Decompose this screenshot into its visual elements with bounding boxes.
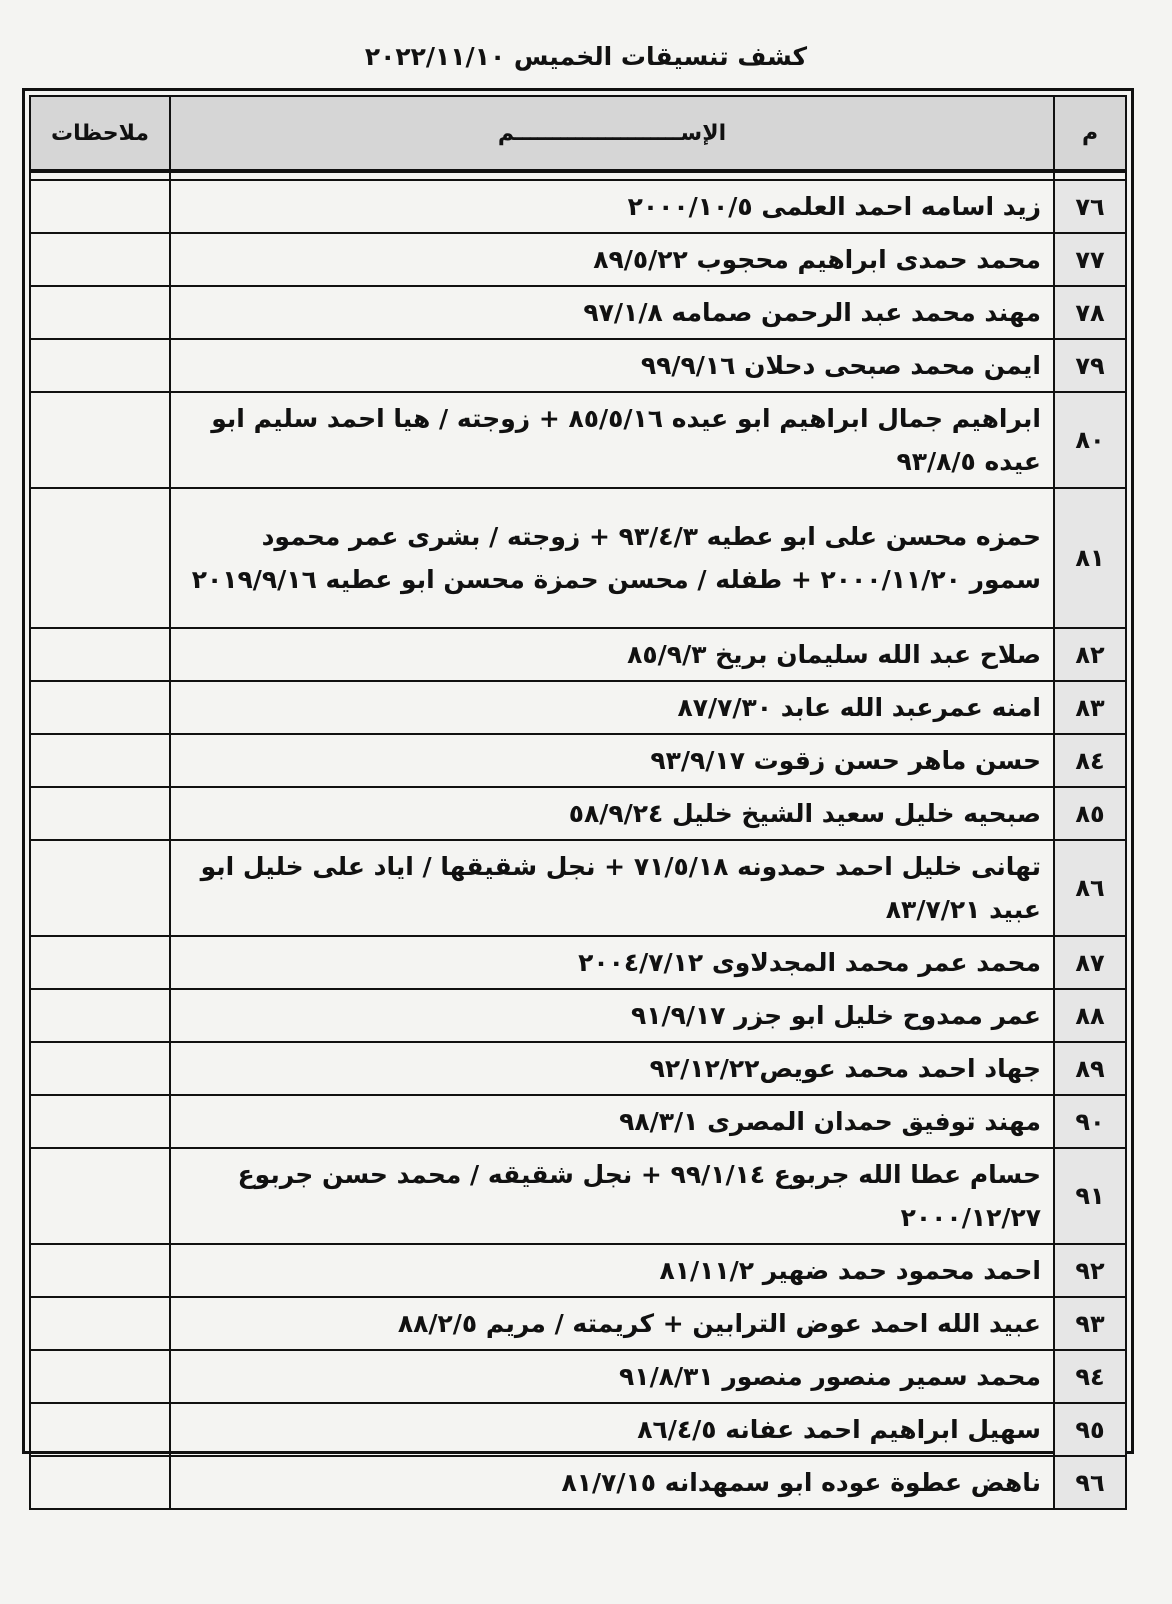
table-row xyxy=(30,989,1126,1042)
row-notes xyxy=(30,1042,170,1095)
row-notes xyxy=(30,734,170,787)
row-number: ٨٢ xyxy=(1054,628,1126,681)
row-name: مهند محمد عبد الرحمن صمامه ٩٧/١/٨ xyxy=(170,286,1054,339)
row-number: ٧٧ xyxy=(1054,233,1126,286)
row-number: ٧٦ xyxy=(1054,180,1126,233)
row-name: محمد حمدى ابراهيم محجوب ٨٩/٥/٢٢ xyxy=(170,233,1054,286)
row-notes xyxy=(30,936,170,989)
row-name: حسن ماهر حسن زقوت ٩٣/٩/١٧ xyxy=(170,734,1054,787)
row-notes xyxy=(30,989,170,1042)
row-name: امنه عمرعبد الله عابد ٨٧/٧/٣٠ xyxy=(170,681,1054,734)
names-table xyxy=(29,95,1127,1510)
table-row xyxy=(30,488,1126,628)
header-gap-row xyxy=(30,171,1126,180)
row-number: ٨٦ xyxy=(1054,840,1126,936)
row-name: عمر ممدوح خليل ابو جزر ٩١/٩/١٧ xyxy=(170,989,1054,1042)
row-number: ٩٢ xyxy=(1054,1244,1126,1297)
row-name: حسام عطا الله جربوع ٩٩/١/١٤ + نجل شقيقه / محمد حسن جربوع ٢٠٠٠/١٢/٢٧ xyxy=(170,1148,1054,1244)
row-number: ٩١ xyxy=(1054,1148,1126,1244)
row-number: ٨١ xyxy=(1054,488,1126,628)
row-number: ٨٧ xyxy=(1054,936,1126,989)
row-notes xyxy=(30,339,170,392)
table-header-row xyxy=(30,96,1126,171)
row-name: صلاح عبد الله سليمان بريخ ٨٥/٩/٣ xyxy=(170,628,1054,681)
row-number: ٧٩ xyxy=(1054,339,1126,392)
table-row xyxy=(30,734,1126,787)
row-notes xyxy=(30,840,170,936)
row-name: سهيل ابراهيم احمد عفانه ٨٦/٤/٥ xyxy=(170,1403,1054,1456)
row-number: ٩٣ xyxy=(1054,1297,1126,1350)
table-row xyxy=(30,1297,1126,1350)
row-number: ٩٤ xyxy=(1054,1350,1126,1403)
table-row xyxy=(30,1403,1126,1456)
table-row xyxy=(30,286,1126,339)
row-notes xyxy=(30,233,170,286)
row-number: ٧٨ xyxy=(1054,286,1126,339)
table-row xyxy=(30,1456,1126,1509)
row-name: تهانى خليل احمد حمدونه ٧١/٥/١٨ + نجل شقيقها / اياد على خليل ابو عبيد ٨٣/٧/٢١ xyxy=(170,840,1054,936)
table-row xyxy=(30,339,1126,392)
row-name: ناهض عطوة عوده ابو سمهدانه ٨١/٧/١٥ xyxy=(170,1456,1054,1509)
row-notes xyxy=(30,392,170,488)
row-number: ٨٠ xyxy=(1054,392,1126,488)
row-number: ٩٥ xyxy=(1054,1403,1126,1456)
row-number: ٨٥ xyxy=(1054,787,1126,840)
names-table-frame xyxy=(22,88,1134,1497)
row-notes xyxy=(30,1456,170,1509)
row-number: ٨٩ xyxy=(1054,1042,1126,1095)
row-notes xyxy=(30,1297,170,1350)
row-notes xyxy=(30,180,170,233)
table-row xyxy=(30,840,1126,936)
row-number: ٨٨ xyxy=(1054,989,1126,1042)
row-name: مهند توفيق حمدان المصرى ٩٨/٣/١ xyxy=(170,1095,1054,1148)
row-number: ٩٠ xyxy=(1054,1095,1126,1148)
table-row xyxy=(30,180,1126,233)
row-notes xyxy=(30,1350,170,1403)
row-name: محمد سمير منصور منصور ٩١/٨/٣١ xyxy=(170,1350,1054,1403)
table-row xyxy=(30,681,1126,734)
table-row xyxy=(30,392,1126,488)
row-number: ٩٦ xyxy=(1054,1456,1126,1509)
row-notes xyxy=(30,1244,170,1297)
row-name: عبيد الله احمد عوض الترابين + كريمته / مريم ٨٨/٢/٥ xyxy=(170,1297,1054,1350)
header-number: م xyxy=(1054,96,1126,171)
table-row xyxy=(30,1148,1126,1244)
row-name: حمزه محسن على ابو عطيه ٩٣/٤/٣ + زوجته / بشرى عمر محمود سمور ٢٠٠٠/١١/٢٠ + طفله / محسن حمزة محسن ابو عطيه ٢٠١٩/٩/١٦ xyxy=(170,488,1054,628)
table-row xyxy=(30,1095,1126,1148)
row-name: محمد عمر محمد المجدلاوى ٢٠٠٤/٧/١٢ xyxy=(170,936,1054,989)
table-row xyxy=(30,233,1126,286)
row-notes xyxy=(30,681,170,734)
row-name: صبحيه خليل سعيد الشيخ خليل ٥٨/٩/٢٤ xyxy=(170,787,1054,840)
row-name: جهاد احمد محمد عويص٩٢/١٢/٢٢ xyxy=(170,1042,1054,1095)
row-number: ٨٤ xyxy=(1054,734,1126,787)
row-notes xyxy=(30,488,170,628)
row-notes xyxy=(30,1403,170,1456)
row-notes xyxy=(30,787,170,840)
table-row xyxy=(30,787,1126,840)
row-name: زيد اسامه احمد العلمى ٢٠٠٠/١٠/٥ xyxy=(170,180,1054,233)
row-notes xyxy=(30,286,170,339)
row-name: ايمن محمد صبحى دحلان ٩٩/٩/١٦ xyxy=(170,339,1054,392)
row-notes xyxy=(30,628,170,681)
table-row xyxy=(30,1042,1126,1095)
row-name: احمد محمود حمد ضهير ٨١/١١/٢ xyxy=(170,1244,1054,1297)
row-notes xyxy=(30,1148,170,1244)
row-name: ابراهيم جمال ابراهيم ابو عيده ٨٥/٥/١٦ + زوجته / هيا احمد سليم ابو عيده ٩٣/٨/٥ xyxy=(170,392,1054,488)
table-row xyxy=(30,628,1126,681)
header-notes: ملاحظات xyxy=(30,96,170,171)
table-row xyxy=(30,1350,1126,1403)
table-row xyxy=(30,1244,1126,1297)
row-number: ٨٣ xyxy=(1054,681,1126,734)
page-title: كشف تنسيقات الخميس ٢٠٢٢/١١/١٠ xyxy=(364,42,808,71)
header-name: الإســــــــــــــــــــــم xyxy=(170,96,1054,171)
row-notes xyxy=(30,1095,170,1148)
table-row xyxy=(30,936,1126,989)
